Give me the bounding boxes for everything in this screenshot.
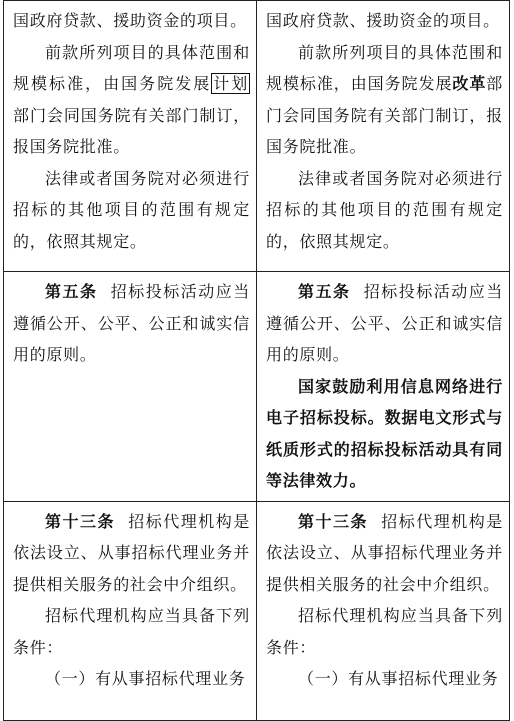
changed-text: 改革 [452,74,487,93]
article-number: 第十三条 [298,511,369,531]
paragraph: 国政府贷款、援助资金的项目。 [13,11,247,30]
text-span: 招标代理机构是依法设立、从事招标代理业务并提供相关服务的社会中介组织。 [13,511,251,594]
text-span: 招标投标活动应当遵循公开、公平、公正和诚实信用的原则。 [13,282,250,364]
text-span: 前款所列项目的具体范围和规模标准，由国务院发展 [266,42,503,93]
text-span: 前款所列项目的具体范围和规模标准，由国务院发展 [13,42,250,93]
paragraph [13,506,250,601]
text-span: 招标代理机构是依法设立、从事招标代理业务并提供相关服务的社会中介组织。 [266,511,504,594]
text-span: 部门会同国务院有关部门制订，报国务院批准。 [13,105,250,156]
table-row [4,272,510,502]
paragraph [13,37,250,163]
paragraph: 法律或者国务院对必须进行招标的其他项目的范围有规定的，依照其规定。 [13,168,250,251]
table-row [4,1,510,272]
paragraph: 招标代理机构应当具备下列条件： [266,606,503,657]
right-cell-article-5 [257,272,510,502]
article-number: 第十三条 [45,511,116,531]
right-cell-article-3 [257,1,510,272]
comparison-table [3,0,510,721]
paragraph [266,276,503,371]
paragraph: 招标代理机构应当具备下列条件： [13,606,250,657]
paragraph: 国政府贷款、援助资金的项目。 [266,11,500,30]
right-cell-article-13 [257,501,510,720]
left-cell-article-3 [4,1,257,272]
table-row [4,501,510,720]
boxed-text: 计划 [213,74,249,93]
paragraph [266,506,503,601]
left-cell-article-13 [4,501,257,720]
article-number: 第五条 [298,282,351,301]
paragraph [13,276,250,371]
text-span: 招标投标活动应当遵循公开、公平、公正和诚实信用的原则。 [266,282,503,364]
added-paragraph: 国家鼓励利用信息网络进行电子招标投标。数据电文形式与纸质形式的招标投标活动具有同等法律效力。 [266,376,503,490]
paragraph [266,37,503,163]
left-cell-article-5 [4,272,257,502]
paragraph: 法律或者国务院对必须进行招标的其他项目的范围有规定的，依照其规定。 [266,168,503,251]
text-span: 部门会同国务院有关部门制订，报国务院批准。 [266,74,503,156]
paragraph: （一）有从事招标代理业务 [45,669,246,688]
article-number: 第五条 [45,282,98,301]
paragraph: （一）有从事招标代理业务 [298,669,499,688]
